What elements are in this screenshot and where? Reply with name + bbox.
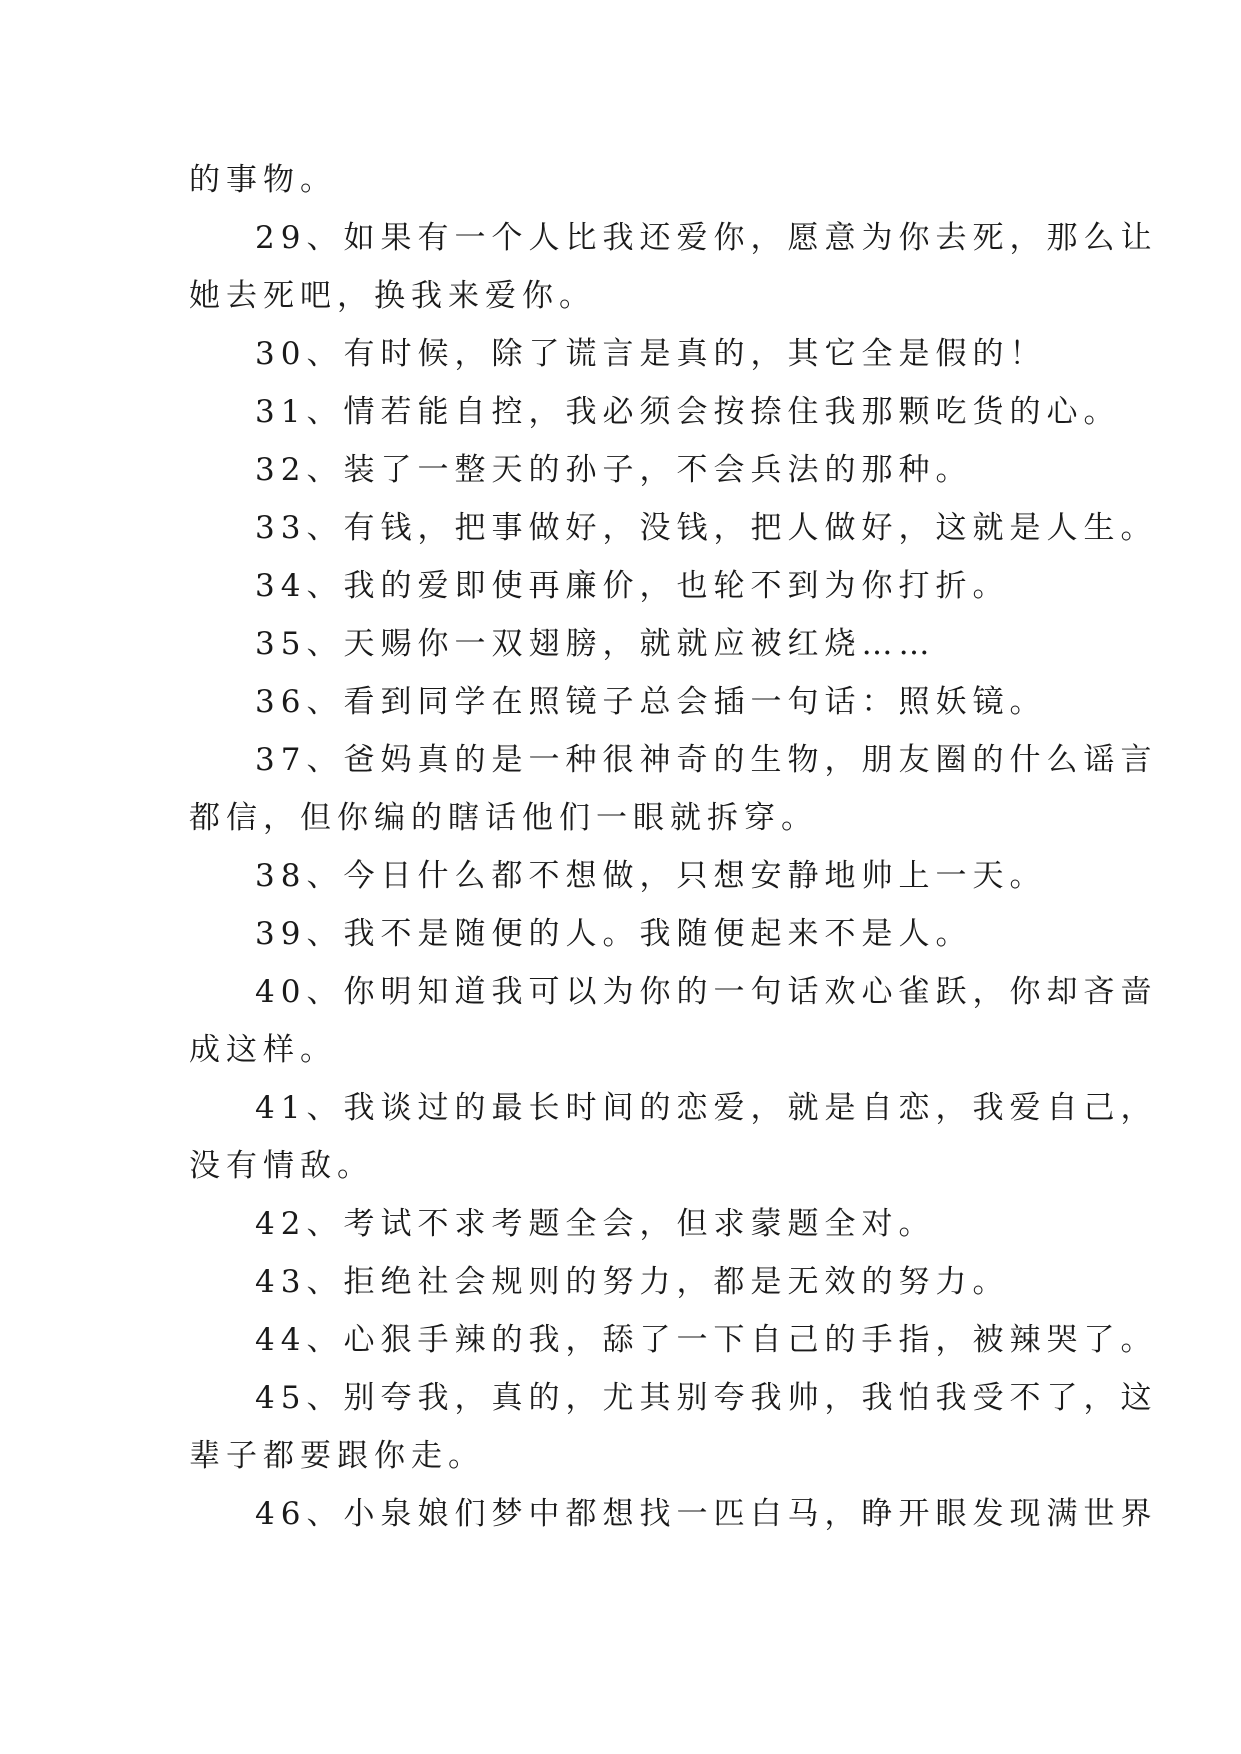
text-line: 46、小泉娘们梦中都想找一匹白马，睁开眼发现满世界 <box>255 1496 1158 1532</box>
text-line: 31、情若能自控，我必须会按捺住我那颗吃货的心。 <box>255 394 1121 430</box>
text-line: 她去死吧，换我来爱你。 <box>189 278 596 314</box>
text-line: 33、有钱，把事做好，没钱，把人做好，这就是人生。 <box>255 510 1158 546</box>
text-line: 37、爸妈真的是一种很神奇的生物，朋友圈的什么谣言 <box>255 742 1158 778</box>
text-line: 没有情敌。 <box>189 1148 374 1184</box>
text-line: 38、今日什么都不想做，只想安静地帅上一天。 <box>255 858 1047 894</box>
text-line: 34、我的爱即使再廉价，也轮不到为你打折。 <box>255 568 1010 604</box>
text-line: 成这样。 <box>189 1032 337 1068</box>
text-line: 42、考试不求考题全会，但求蒙题全对。 <box>255 1206 936 1242</box>
text-line: 44、心狠手辣的我，舔了一下自己的手指，被辣哭了。 <box>255 1322 1158 1358</box>
text-line: 43、拒绝社会规则的努力，都是无效的努力。 <box>255 1264 1010 1300</box>
text-line: 辈子都要跟你走。 <box>189 1438 485 1474</box>
text-line: 39、我不是随便的人。我随便起来不是人。 <box>255 916 973 952</box>
text-line: 41、我谈过的最长时间的恋爱，就是自恋，我爱自己， <box>255 1090 1158 1126</box>
document-body <box>189 151 1158 1543</box>
text-line: 35、天赐你一双翅膀，就就应被红烧…… <box>255 626 936 662</box>
text-line: 29、如果有一个人比我还爱你，愿意为你去死，那么让 <box>255 220 1158 256</box>
text-line: 36、看到同学在照镜子总会插一句话：照妖镜。 <box>255 684 1047 720</box>
text-line: 45、别夸我，真的，尤其别夸我帅，我怕我受不了，这 <box>255 1380 1158 1416</box>
text-line: 都信，但你编的瞎话他们一眼就拆穿。 <box>189 800 818 836</box>
text-line: 30、有时候，除了谎言是真的，其它全是假的！ <box>255 336 1047 372</box>
text-line: 的事物。 <box>189 162 337 198</box>
text-line: 32、装了一整天的孙子，不会兵法的那种。 <box>255 452 973 488</box>
text-line: 40、你明知道我可以为你的一句话欢心雀跃，你却吝啬 <box>255 974 1158 1010</box>
